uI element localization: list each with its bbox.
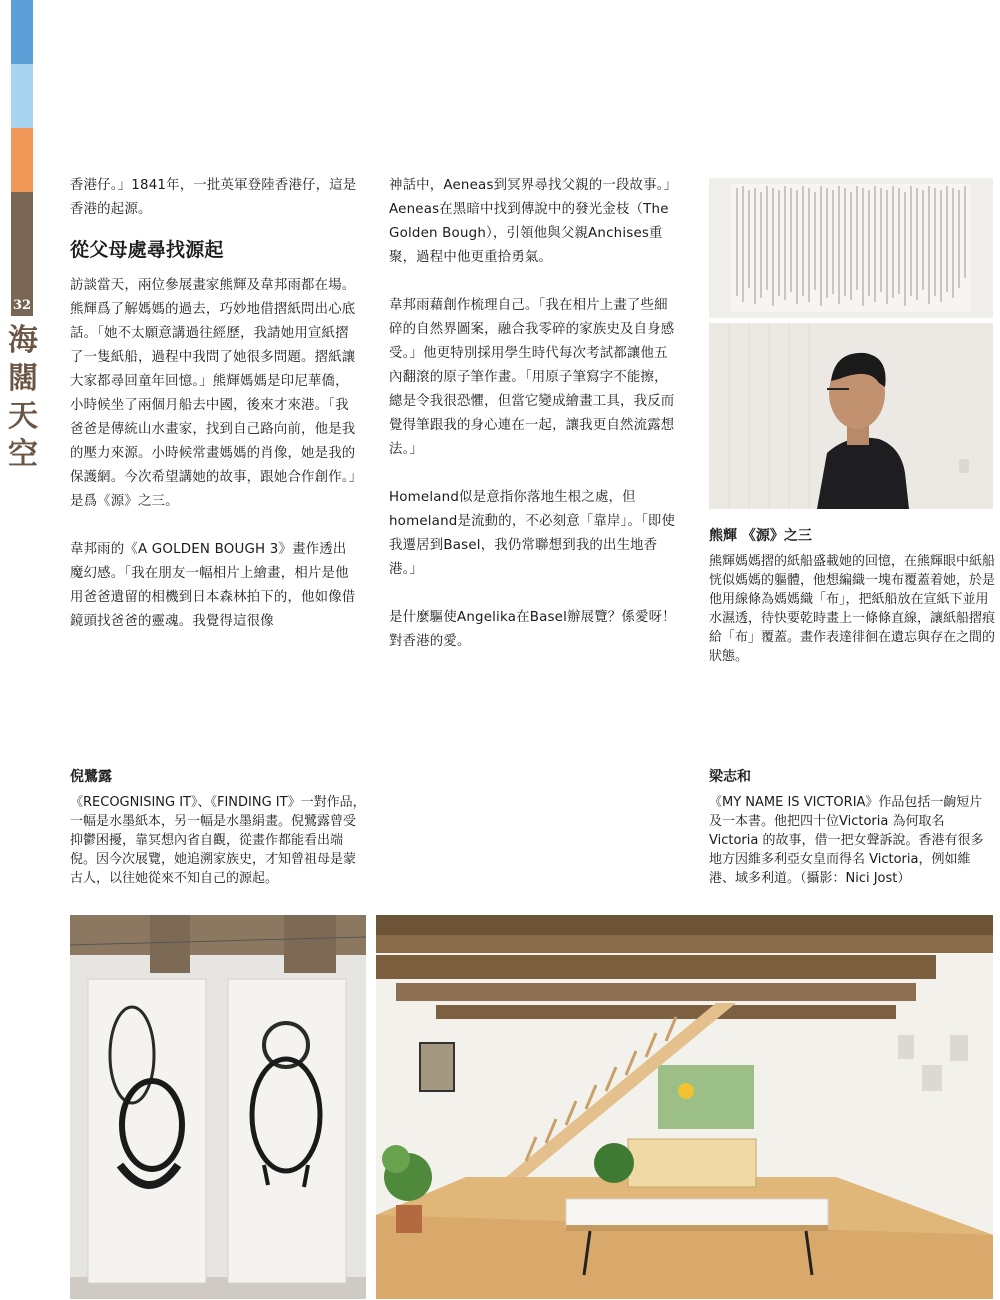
caption-title: 倪鷺露 — [70, 769, 112, 785]
tab-brown — [11, 192, 33, 296]
room-installation-photo — [376, 915, 993, 1299]
page-number: 32 — [11, 296, 33, 316]
hanging-scrolls-photo — [70, 915, 366, 1299]
article-column-2 — [389, 174, 677, 678]
caption-title: 熊輝 《源》之三 — [709, 528, 812, 544]
caption-text: 《RECOGNISING IT》、《FINDING IT》一對作品，一幅是水墨紙本，另一幅是水墨絹畫。倪鷺露曾受抑鬱困擾，靠冥想內省自觀，從畫作都能看出端倪。因今次展覽，她追溯家族史，才知曾祖母是蒙古人，以往她從來不知自己的源起。 — [70, 795, 366, 886]
artwork-photo — [709, 178, 993, 318]
paragraph: 訪談當天，兩位參展畫家熊輝及韋邦雨都在場。熊輝爲了解媽媽的過去，巧妙地借摺紙問出心底話。「她不太願意講過往經歷，我請她用宣紙摺了一隻紙船，過程中我問了她很多問題。摺紙讓大家都尋回童年回憶。」熊輝媽媽是印尼華僑，小時候坐了兩個月船去中國，後來才來港。「我爸爸是傳統山水畫家，找到自己路向前，他是我的壓力來源。小時候常畫媽媽的肖像，她是我的保護網。今次希望講她的故事，跟她合作創作。」是爲《源》之三。 — [70, 278, 356, 509]
caption-ni-lulu — [70, 767, 366, 888]
caption-xiong-hui — [709, 526, 995, 666]
paragraph: 神話中，Aeneas到冥界尋找父親的一段故事。」Aeneas在黑暗中找到傳說中的發光金枝（The Golden Bough），引領他與父親Anchises重聚，過程中他更重拾勇氣。 — [389, 178, 671, 265]
artist-portrait-photo — [709, 323, 993, 509]
paragraph: 韋邦雨的《A GOLDEN BOUGH 3》畫作透出魔幻感。「我在朋友一幅相片上繪畫，相片是他用爸爸遺留的相機到日本森林拍下的，他如像借鏡頭找爸爸的靈魂。我覺得這很像 — [70, 542, 356, 629]
paragraph: 香港仔。」1841年，一批英軍登陸香港仔，這是香港的起源。 — [70, 178, 357, 217]
caption-text: 《MY NAME IS VICTORIA》作品包括一齣短片及一本書。他把四十位Victoria 為何取名 Victoria 的故事，借一把女聲訴說。香港有很多地方因維多利亞女皇而得名 Victoria，例如維港、域多利道。（攝影：Nici Jost） — [709, 795, 984, 886]
tab-light-blue — [11, 64, 33, 128]
article-column-1 — [70, 174, 358, 658]
tab-blue — [11, 0, 33, 64]
paragraph: 是什麼驅使Angelika在Basel辦展覽？係愛呀！對香港的愛。 — [389, 610, 676, 649]
paragraph: Homeland似是意指你落地生根之處，但homeland是流動的，不必刻意「靠岸」。「即使我遷居到Basel，我仍常聯想到我的出生地香港。」 — [389, 490, 676, 577]
caption-leung-chi-wo — [709, 767, 995, 888]
paragraph: 韋邦雨藉創作梳理自己。「我在相片上畫了些細碎的自然界圖案，融合我零碎的家族史及自身感受。」他更特別採用學生時代每次考試都讓他五內翻滾的原子筆作畫。「用原子筆寫字不能擦，總是令我很恐懼，但當它變成繪畫工具，我反而覺得筆跟我的身心連在一起，讓我更自然流露想法。」 — [389, 298, 675, 457]
caption-title: 梁志和 — [709, 769, 751, 785]
tab-orange — [11, 128, 33, 192]
subheading: 從父母處尋找源起 — [70, 239, 224, 261]
section-title: 海 闊 天 空 — [8, 323, 38, 472]
caption-text: 熊輝媽媽摺的紙船盛載她的回憶，在熊輝眼中紙船恍似媽媽的軀體，他想編織一塊布覆蓋着她，於是他用線條為媽媽織「布」，把紙船放在宣紙下並用水濕透，待快要乾時畫上一條條直線，讓紙船摺痕給「布」覆蓋。畫作表達徘徊在遺忘與存在之間的狀態。 — [709, 554, 996, 664]
